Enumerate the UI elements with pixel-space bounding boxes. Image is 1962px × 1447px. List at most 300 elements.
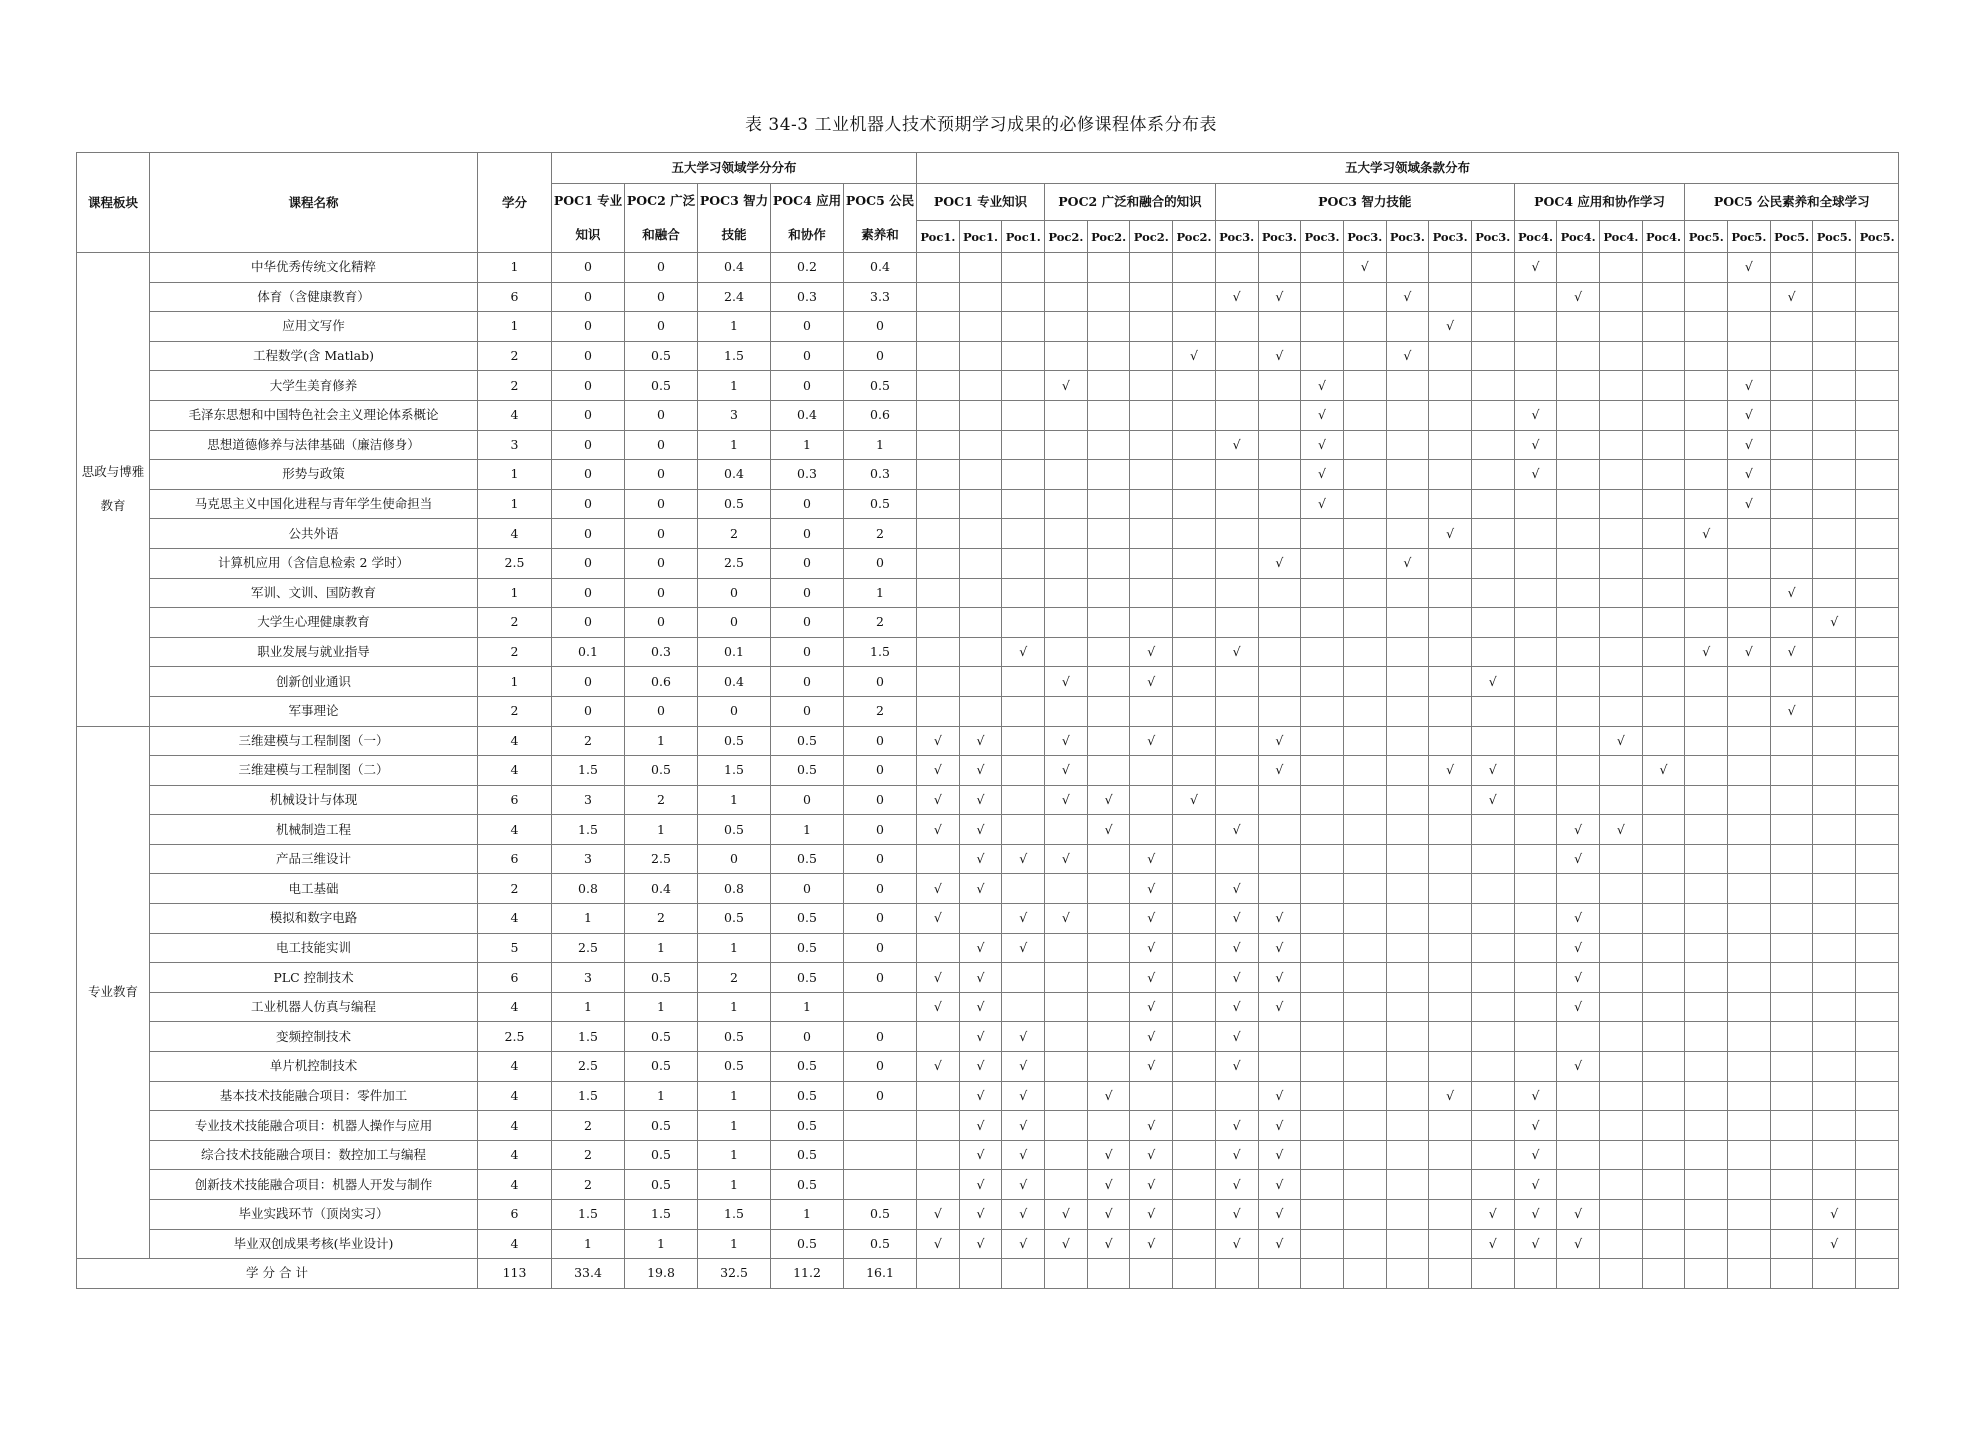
credit-dist-cell: 1.5 bbox=[625, 1200, 698, 1230]
table-row bbox=[77, 667, 1899, 697]
poc-check-cell bbox=[1557, 312, 1600, 342]
credit-dist-cell: 0 bbox=[771, 371, 844, 401]
poc-check-cell bbox=[1642, 874, 1685, 904]
poc-check-cell bbox=[1301, 1200, 1344, 1230]
poc-check-cell: √ bbox=[1514, 1111, 1557, 1141]
table-row bbox=[77, 815, 1899, 845]
poc-check-cell: √ bbox=[1471, 785, 1514, 815]
poc-check-cell bbox=[1728, 519, 1771, 549]
poc-check-cell bbox=[1856, 341, 1899, 371]
poc-check-cell bbox=[1557, 637, 1600, 667]
course-name-cell: 专业技术技能融合项目：机器人操作与应用 bbox=[150, 1111, 478, 1141]
credit-dist-cell: 0.5 bbox=[771, 933, 844, 963]
poc-check-cell bbox=[1258, 460, 1301, 490]
poc-check-cell bbox=[1600, 312, 1643, 342]
credit-dist-cell: 0 bbox=[625, 282, 698, 312]
poc-check-cell bbox=[917, 1170, 960, 1200]
poc-check-cell bbox=[1728, 1052, 1771, 1082]
poc-check-cell: √ bbox=[1728, 400, 1771, 430]
credit-dist-cell: 0 bbox=[552, 460, 625, 490]
credit-dist-cell: 0 bbox=[552, 282, 625, 312]
poc-check-cell: √ bbox=[1002, 1022, 1045, 1052]
poc-check-cell: √ bbox=[1045, 785, 1088, 815]
poc-check-cell bbox=[1685, 844, 1728, 874]
poc-check-cell bbox=[1770, 785, 1813, 815]
poc-check-cell bbox=[1600, 489, 1643, 519]
poc-check-cell bbox=[1173, 815, 1216, 845]
poc-check-cell: √ bbox=[1514, 1200, 1557, 1230]
poc-check-cell bbox=[1045, 1052, 1088, 1082]
poc-check-cell bbox=[1429, 667, 1472, 697]
table-row bbox=[77, 726, 1899, 756]
poc-check-cell bbox=[1728, 963, 1771, 993]
poc-check-cell bbox=[1813, 785, 1856, 815]
credit-dist-cell: 1 bbox=[625, 933, 698, 963]
poc-check-cell bbox=[1386, 1052, 1429, 1082]
credit-dist-cell: 0.5 bbox=[625, 963, 698, 993]
total-dist-cell: 32.5 bbox=[698, 1259, 771, 1289]
poc-check-cell bbox=[1045, 282, 1088, 312]
poc-check-cell bbox=[917, 1140, 960, 1170]
credit-dist-cell: 1 bbox=[698, 933, 771, 963]
table-row bbox=[77, 460, 1899, 490]
credit-cell: 6 bbox=[478, 1200, 552, 1230]
poc-check-cell: √ bbox=[1386, 282, 1429, 312]
poc-check-cell bbox=[1045, 1111, 1088, 1141]
credit-dist-cell: 2 bbox=[625, 904, 698, 934]
poc-check-cell: √ bbox=[959, 815, 1002, 845]
poc-check-cell: √ bbox=[1471, 1200, 1514, 1230]
poc-check-cell bbox=[1087, 341, 1130, 371]
credit-dist-cell: 0 bbox=[552, 341, 625, 371]
poc-check-cell bbox=[1343, 1229, 1386, 1259]
poc-check-cell bbox=[1087, 874, 1130, 904]
poc-check-cell bbox=[1856, 1081, 1899, 1111]
poc-check-cell: √ bbox=[1130, 667, 1173, 697]
poc-check-cell bbox=[1813, 963, 1856, 993]
poc-check-cell bbox=[1514, 815, 1557, 845]
poc-check-cell: √ bbox=[1258, 992, 1301, 1022]
poc-check-cell bbox=[959, 341, 1002, 371]
course-name-cell: 三维建模与工程制图（一） bbox=[150, 726, 478, 756]
poc-check-cell bbox=[1045, 1140, 1088, 1170]
poc-check-cell bbox=[1130, 312, 1173, 342]
poc-check-cell bbox=[1557, 726, 1600, 756]
poc-check-cell: √ bbox=[1087, 1170, 1130, 1200]
poc-check-cell bbox=[1087, 1022, 1130, 1052]
poc-check-cell bbox=[1728, 1229, 1771, 1259]
poc-check-cell bbox=[1429, 815, 1472, 845]
poc-check-cell bbox=[959, 548, 1002, 578]
poc-check-cell bbox=[1856, 1111, 1899, 1141]
poc-check-cell bbox=[1813, 400, 1856, 430]
poc-check-cell bbox=[1386, 785, 1429, 815]
header-poc-code: Poc4. bbox=[1642, 221, 1685, 253]
course-name-cell: 模拟和数字电路 bbox=[150, 904, 478, 934]
poc-check-cell: √ bbox=[1258, 1200, 1301, 1230]
poc-check-cell bbox=[1557, 519, 1600, 549]
poc-check-cell bbox=[1045, 815, 1088, 845]
poc-check-cell: √ bbox=[1045, 756, 1088, 786]
poc-check-cell: √ bbox=[1215, 963, 1258, 993]
credit-dist-cell: 1 bbox=[844, 430, 917, 460]
credit-dist-cell: 1 bbox=[698, 1170, 771, 1200]
credit-dist-cell: 2 bbox=[552, 726, 625, 756]
poc-check-cell: √ bbox=[1429, 519, 1472, 549]
poc-check-cell bbox=[1301, 578, 1344, 608]
poc-check-cell: √ bbox=[1087, 1200, 1130, 1230]
poc-check-cell: √ bbox=[1301, 460, 1344, 490]
poc-check-cell bbox=[917, 460, 960, 490]
poc-check-cell bbox=[1770, 519, 1813, 549]
poc-check-cell bbox=[1856, 992, 1899, 1022]
poc-check-cell bbox=[1386, 696, 1429, 726]
poc-check-cell: √ bbox=[1514, 400, 1557, 430]
credit-dist-cell: 1 bbox=[552, 1229, 625, 1259]
credit-dist-cell: 0.3 bbox=[771, 460, 844, 490]
credit-dist-cell: 1 bbox=[698, 371, 771, 401]
poc-check-cell bbox=[1813, 253, 1856, 283]
course-name-cell: 计算机应用（含信息检索 2 学时） bbox=[150, 548, 478, 578]
poc-check-cell bbox=[959, 371, 1002, 401]
credit-dist-cell: 2 bbox=[698, 519, 771, 549]
credit-cell: 2.5 bbox=[478, 1022, 552, 1052]
credit-dist-cell: 0.4 bbox=[698, 253, 771, 283]
total-dist-cell: 33.4 bbox=[552, 1259, 625, 1289]
poc-check-cell: √ bbox=[1258, 933, 1301, 963]
poc-check-cell: √ bbox=[959, 1022, 1002, 1052]
poc-check-cell bbox=[1557, 1022, 1600, 1052]
poc-check-cell bbox=[1600, 1140, 1643, 1170]
poc-check-cell bbox=[1685, 992, 1728, 1022]
poc-check-cell bbox=[1215, 519, 1258, 549]
credit-dist-cell: 0.5 bbox=[698, 726, 771, 756]
poc-check-cell bbox=[1600, 844, 1643, 874]
credit-dist-cell: 1 bbox=[552, 992, 625, 1022]
poc-check-cell bbox=[1600, 400, 1643, 430]
header-poc-code: Poc3. bbox=[1215, 221, 1258, 253]
poc-check-cell: √ bbox=[1045, 844, 1088, 874]
module-cell: 思政与博雅教育 bbox=[77, 253, 150, 727]
poc-check-cell bbox=[1045, 874, 1088, 904]
poc-check-cell: √ bbox=[1130, 844, 1173, 874]
poc-check-cell: √ bbox=[1471, 756, 1514, 786]
poc-check-cell bbox=[917, 1022, 960, 1052]
credit-dist-cell: 1 bbox=[771, 430, 844, 460]
poc-check-cell: √ bbox=[1301, 400, 1344, 430]
poc-check-cell bbox=[917, 341, 960, 371]
poc-check-cell bbox=[1471, 460, 1514, 490]
credit-dist-cell: 0.5 bbox=[771, 844, 844, 874]
poc-check-cell bbox=[1514, 785, 1557, 815]
poc-check-cell bbox=[1557, 489, 1600, 519]
credit-dist-cell: 0.5 bbox=[625, 371, 698, 401]
credit-dist-cell: 0.2 bbox=[771, 253, 844, 283]
poc-check-cell: √ bbox=[1215, 430, 1258, 460]
credit-dist-cell: 0 bbox=[625, 460, 698, 490]
credit-cell: 4 bbox=[478, 756, 552, 786]
table-row bbox=[77, 282, 1899, 312]
poc-check-cell bbox=[1685, 489, 1728, 519]
poc-check-cell bbox=[1471, 1170, 1514, 1200]
credit-dist-cell: 3.3 bbox=[844, 282, 917, 312]
poc-check-cell: √ bbox=[959, 1229, 1002, 1259]
poc-check-cell: √ bbox=[1045, 1200, 1088, 1230]
table-row bbox=[77, 1170, 1899, 1200]
poc-check-cell bbox=[1215, 1081, 1258, 1111]
poc-check-cell bbox=[1728, 548, 1771, 578]
poc-check-cell bbox=[1045, 608, 1088, 638]
credit-dist-cell: 0.5 bbox=[698, 489, 771, 519]
total-check-cell bbox=[1130, 1259, 1173, 1289]
poc-check-cell bbox=[1642, 400, 1685, 430]
poc-check-cell bbox=[1173, 400, 1216, 430]
poc-check-cell: √ bbox=[1429, 312, 1472, 342]
credit-dist-cell: 0 bbox=[552, 696, 625, 726]
table-row bbox=[77, 1229, 1899, 1259]
poc-check-cell bbox=[1087, 756, 1130, 786]
poc-check-cell bbox=[1728, 874, 1771, 904]
poc-check-cell: √ bbox=[1258, 341, 1301, 371]
poc-check-cell: √ bbox=[1002, 1229, 1045, 1259]
poc-check-cell bbox=[1130, 460, 1173, 490]
credit-dist-cell: 1 bbox=[771, 1200, 844, 1230]
credit-dist-cell: 1 bbox=[844, 578, 917, 608]
poc-check-cell bbox=[1471, 489, 1514, 519]
poc-check-cell bbox=[1045, 400, 1088, 430]
poc-check-cell bbox=[1087, 400, 1130, 430]
poc-check-cell bbox=[1557, 400, 1600, 430]
credit-dist-cell: 0.5 bbox=[844, 371, 917, 401]
credit-cell: 1 bbox=[478, 312, 552, 342]
poc-check-cell bbox=[959, 400, 1002, 430]
poc-check-cell bbox=[1301, 756, 1344, 786]
poc-check-cell bbox=[1770, 371, 1813, 401]
poc-check-cell bbox=[1173, 1229, 1216, 1259]
poc-check-cell: √ bbox=[1642, 756, 1685, 786]
poc-check-cell bbox=[1856, 963, 1899, 993]
poc-check-cell bbox=[1258, 430, 1301, 460]
credit-dist-cell: 0.4 bbox=[625, 874, 698, 904]
poc-check-cell bbox=[1770, 1022, 1813, 1052]
credit-dist-cell: 1 bbox=[698, 1111, 771, 1141]
poc-check-cell: √ bbox=[1002, 844, 1045, 874]
poc-check-cell: √ bbox=[1557, 992, 1600, 1022]
credit-dist-cell: 1.5 bbox=[552, 1022, 625, 1052]
poc-check-cell bbox=[1045, 963, 1088, 993]
credit-dist-cell: 0 bbox=[625, 489, 698, 519]
credit-dist-cell: 0 bbox=[771, 578, 844, 608]
credit-cell: 2 bbox=[478, 696, 552, 726]
poc-check-cell bbox=[1728, 1140, 1771, 1170]
poc-check-cell: √ bbox=[1130, 1052, 1173, 1082]
credit-dist-cell: 0 bbox=[552, 489, 625, 519]
header-credit-col: POC3 智力技能 bbox=[698, 184, 771, 253]
total-check-cell bbox=[1770, 1259, 1813, 1289]
course-name-cell: 基本技术技能融合项目：零件加工 bbox=[150, 1081, 478, 1111]
credit-dist-cell: 0.5 bbox=[771, 726, 844, 756]
poc-check-cell bbox=[1258, 312, 1301, 342]
poc-check-cell bbox=[1301, 1052, 1344, 1082]
header-poc-code: Poc2. bbox=[1130, 221, 1173, 253]
poc-check-cell: √ bbox=[1728, 430, 1771, 460]
poc-check-cell bbox=[1386, 608, 1429, 638]
poc-check-cell: √ bbox=[1215, 904, 1258, 934]
poc-check-cell bbox=[1343, 1052, 1386, 1082]
credit-dist-cell: 2.5 bbox=[625, 844, 698, 874]
poc-check-cell bbox=[1600, 608, 1643, 638]
poc-check-cell bbox=[1429, 696, 1472, 726]
poc-check-cell bbox=[1856, 1022, 1899, 1052]
poc-check-cell bbox=[1685, 815, 1728, 845]
header-poc-code: Poc5. bbox=[1856, 221, 1899, 253]
credit-cell: 4 bbox=[478, 1170, 552, 1200]
credit-dist-cell: 1.5 bbox=[552, 756, 625, 786]
poc-check-cell: √ bbox=[1514, 1140, 1557, 1170]
poc-check-cell bbox=[959, 696, 1002, 726]
credit-dist-cell: 1 bbox=[625, 1081, 698, 1111]
poc-check-cell bbox=[1813, 874, 1856, 904]
poc-check-cell bbox=[1514, 696, 1557, 726]
credit-dist-cell: 0.8 bbox=[698, 874, 771, 904]
header-poc-code: Poc1. bbox=[917, 221, 960, 253]
credit-dist-cell: 1 bbox=[552, 904, 625, 934]
poc-check-cell bbox=[1600, 519, 1643, 549]
credit-dist-cell: 3 bbox=[552, 963, 625, 993]
course-name-cell: 电工技能实训 bbox=[150, 933, 478, 963]
poc-check-cell bbox=[1728, 696, 1771, 726]
table-row bbox=[77, 253, 1899, 283]
poc-check-cell bbox=[1600, 341, 1643, 371]
credit-dist-cell: 0 bbox=[771, 667, 844, 697]
poc-check-cell bbox=[1642, 815, 1685, 845]
poc-check-cell: √ bbox=[1002, 1081, 1045, 1111]
credit-dist-cell: 2 bbox=[698, 963, 771, 993]
header-poc-code: Poc5. bbox=[1813, 221, 1856, 253]
poc-check-cell bbox=[1429, 400, 1472, 430]
poc-check-cell bbox=[1343, 312, 1386, 342]
poc-check-cell bbox=[1002, 578, 1045, 608]
poc-check-cell bbox=[1557, 1081, 1600, 1111]
poc-check-cell bbox=[959, 578, 1002, 608]
credit-dist-cell: 0 bbox=[844, 1022, 917, 1052]
poc-check-cell: √ bbox=[1130, 904, 1173, 934]
poc-check-cell bbox=[1642, 904, 1685, 934]
poc-check-cell bbox=[1685, 874, 1728, 904]
poc-check-cell bbox=[1600, 253, 1643, 283]
poc-check-cell bbox=[1173, 844, 1216, 874]
poc-check-cell bbox=[1813, 1052, 1856, 1082]
credit-dist-cell: 0 bbox=[625, 519, 698, 549]
poc-check-cell bbox=[1258, 874, 1301, 904]
poc-check-cell bbox=[1386, 430, 1429, 460]
poc-check-cell bbox=[1429, 963, 1472, 993]
table-row bbox=[77, 578, 1899, 608]
credit-dist-cell: 1 bbox=[625, 726, 698, 756]
poc-check-cell bbox=[1642, 489, 1685, 519]
poc-check-cell bbox=[1173, 992, 1216, 1022]
total-check-cell bbox=[1087, 1259, 1130, 1289]
poc-check-cell bbox=[1728, 341, 1771, 371]
table-row bbox=[77, 1200, 1899, 1230]
poc-check-cell bbox=[1685, 667, 1728, 697]
course-name-cell: 毕业实践环节（顶岗实习） bbox=[150, 1200, 478, 1230]
poc-check-cell bbox=[1471, 430, 1514, 460]
poc-check-cell bbox=[1813, 726, 1856, 756]
poc-check-cell bbox=[1685, 1081, 1728, 1111]
poc-check-cell bbox=[1045, 489, 1088, 519]
poc-check-cell bbox=[1173, 253, 1216, 283]
poc-check-cell bbox=[1002, 400, 1045, 430]
poc-check-cell bbox=[1002, 608, 1045, 638]
poc-check-cell bbox=[1258, 578, 1301, 608]
poc-check-cell bbox=[1002, 963, 1045, 993]
poc-check-cell bbox=[1215, 312, 1258, 342]
poc-check-cell bbox=[1770, 460, 1813, 490]
poc-check-cell bbox=[917, 637, 960, 667]
poc-check-cell bbox=[1045, 1081, 1088, 1111]
table-row bbox=[77, 1052, 1899, 1082]
poc-check-cell bbox=[1343, 992, 1386, 1022]
poc-check-cell bbox=[1130, 341, 1173, 371]
poc-check-cell bbox=[1173, 667, 1216, 697]
poc-check-cell bbox=[917, 430, 960, 460]
poc-check-cell bbox=[1429, 904, 1472, 934]
poc-check-cell bbox=[1173, 1052, 1216, 1082]
poc-check-cell bbox=[1642, 1200, 1685, 1230]
poc-check-cell bbox=[1471, 608, 1514, 638]
poc-check-cell bbox=[1301, 992, 1344, 1022]
poc-check-cell bbox=[1429, 1111, 1472, 1141]
poc-check-cell bbox=[1856, 548, 1899, 578]
poc-check-cell bbox=[1685, 1052, 1728, 1082]
poc-check-cell: √ bbox=[1813, 608, 1856, 638]
poc-check-cell bbox=[1429, 933, 1472, 963]
poc-check-cell bbox=[1258, 785, 1301, 815]
credit-dist-cell: 0.5 bbox=[625, 1022, 698, 1052]
poc-check-cell bbox=[1813, 933, 1856, 963]
poc-check-cell bbox=[1856, 519, 1899, 549]
poc-check-cell bbox=[1343, 608, 1386, 638]
poc-check-cell bbox=[1258, 608, 1301, 638]
total-check-cell bbox=[1728, 1259, 1771, 1289]
poc-check-cell bbox=[1600, 460, 1643, 490]
poc-check-cell: √ bbox=[1002, 1111, 1045, 1141]
credit-dist-cell: 0.5 bbox=[698, 1022, 771, 1052]
poc-check-cell bbox=[1642, 430, 1685, 460]
credit-dist-cell: 2 bbox=[844, 696, 917, 726]
credit-dist-cell: 1.5 bbox=[552, 1200, 625, 1230]
credit-dist-cell: 0 bbox=[698, 578, 771, 608]
credit-dist-cell: 0.5 bbox=[844, 1229, 917, 1259]
poc-check-cell bbox=[1386, 1022, 1429, 1052]
poc-check-cell bbox=[1685, 608, 1728, 638]
poc-check-cell bbox=[1856, 400, 1899, 430]
credit-dist-cell: 0.5 bbox=[771, 1140, 844, 1170]
header-credit-col: POC1 专业知识 bbox=[552, 184, 625, 253]
credit-dist-cell: 0 bbox=[844, 963, 917, 993]
poc-check-cell bbox=[1471, 844, 1514, 874]
poc-check-cell bbox=[1087, 460, 1130, 490]
poc-check-cell bbox=[959, 904, 1002, 934]
credit-dist-cell: 0 bbox=[552, 608, 625, 638]
poc-check-cell bbox=[1813, 696, 1856, 726]
poc-check-cell: √ bbox=[1728, 637, 1771, 667]
poc-check-cell: √ bbox=[1215, 1229, 1258, 1259]
poc-check-cell bbox=[1856, 815, 1899, 845]
poc-check-cell: √ bbox=[959, 963, 1002, 993]
poc-check-cell bbox=[1471, 637, 1514, 667]
